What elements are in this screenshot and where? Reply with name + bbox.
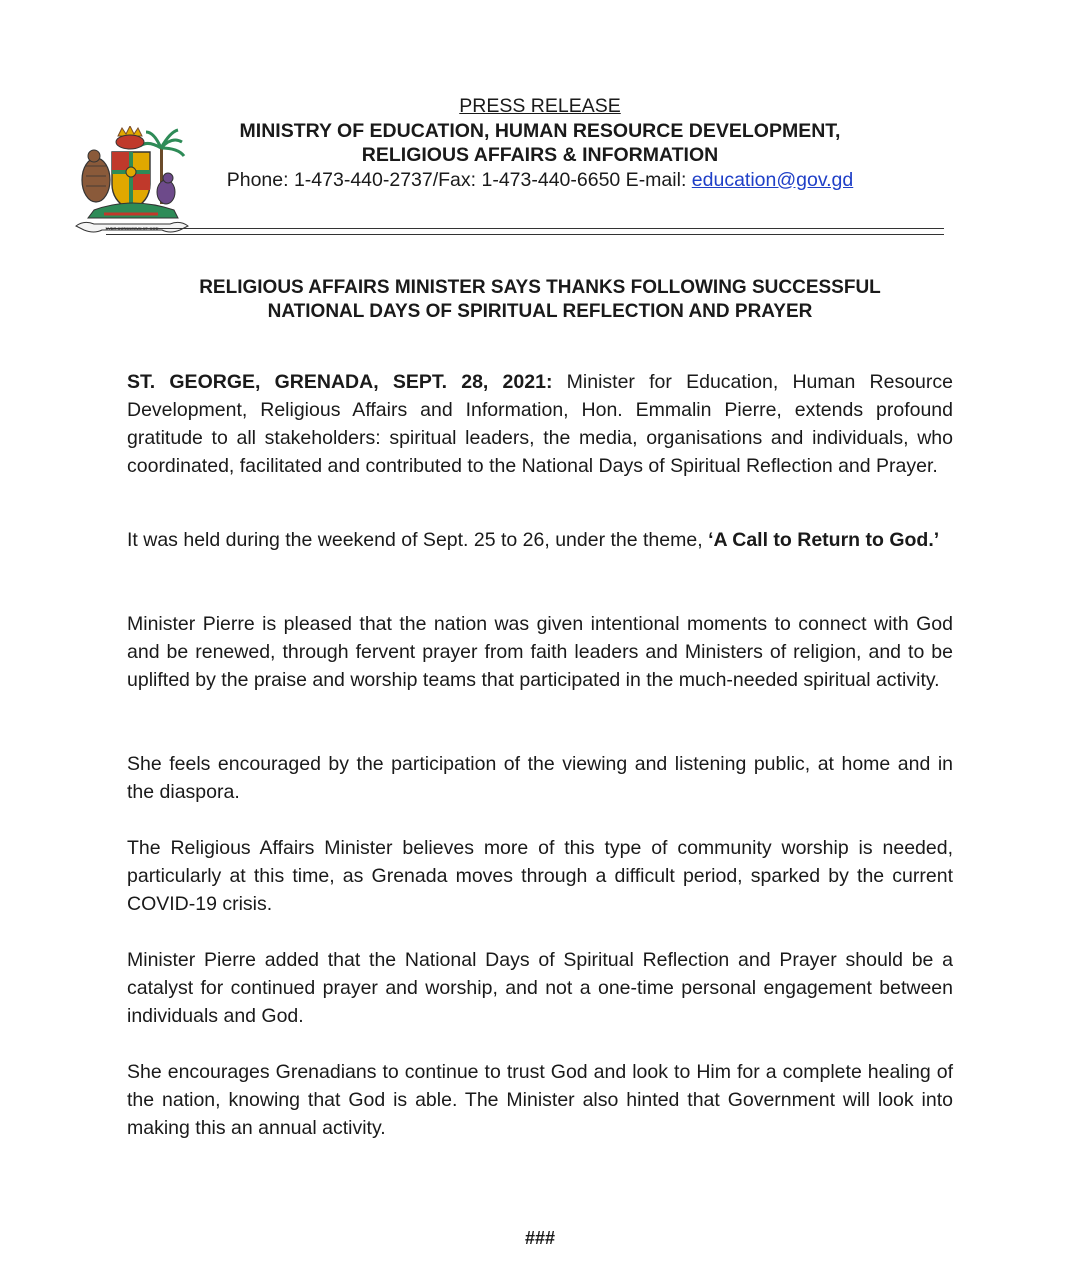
paragraph-7: She encourages Grenadians to continue to trust God and look to Him for a complete healing of the nation, knowing that God is able. The Minister also hinted that Government will look into making this an annual activity. [127, 1061, 953, 1139]
shield-icon [112, 152, 150, 210]
phone-fax-text: Phone: 1-473-440-2737/Fax: 1-473-440-6650 E-mail: [226, 168, 692, 191]
paragraph-1-text: Minister for Education, Human Resource Development, Religious Affairs and Information, Hon. Emmalin Pierre, extends profound gratitude to all stakeholders: spiritual leaders, the media, organisations and individuals, who coordinated, facilitated and contributed to the National Days of Spiritual Reflection and Prayer. [127, 371, 953, 477]
press-release-headline [127, 276, 953, 324]
headline-line-1: RELIGIOUS AFFAIRS MINISTER SAYS THANKS FOLLOWING SUCCESSFUL [199, 277, 881, 298]
headline-line-2: NATIONAL DAYS OF SPIRITUAL REFLECTION AND PRAYER [267, 301, 813, 322]
crown-icon [116, 126, 144, 149]
paragraph-5: The Religious Affairs Minister believes more of this type of community worship is needed, particularly at this time, as Grenada moves through a difficult period, sparked by the current COVID-19 crisis. [127, 837, 953, 915]
contact-line [190, 168, 890, 193]
ministry-name-line-2: RELIGIOUS AFFAIRS & INFORMATION [361, 144, 719, 166]
crest-motto-text: EVER CONSCIOUS OF GOD [105, 225, 159, 231]
paragraph-3: Minister Pierre is pleased that the nation was given intentional moments to connect with God and be renewed, through fervent prayer from faith leaders and Ministers of religion, and to be uplifted by the praise and worship teams that participated in the much-needed spiritual activity. [127, 613, 953, 691]
paragraph-2 [127, 526, 953, 554]
paragraph-6: Minister Pierre added that the National Days of Spiritual Reflection and Prayer should be a catalyst for continued prayer and worship, and not a one-time personal engagement between individuals and God. [127, 949, 953, 1027]
pigeon-icon [157, 173, 175, 204]
letterhead [190, 94, 890, 192]
end-of-release-mark: ### [524, 1228, 556, 1248]
press-release-label: PRESS RELEASE [459, 95, 621, 117]
paragraph-4: She feels encouraged by the participation of the viewing and listening public, at home and in the diaspora. [127, 753, 953, 803]
theme-text: ‘A Call to Return to God.’ [708, 529, 940, 551]
coat-of-arms-icon [74, 126, 190, 238]
ministry-name-line-1: MINISTRY OF EDUCATION, HUMAN RESOURCE DEVELOPMENT, [239, 119, 841, 142]
coat-of-arms-crest [74, 126, 190, 238]
paragraph-1 [127, 368, 953, 480]
paragraph-2-text: It was held during the weekend of Sept. 25 to 26, under the theme, [127, 529, 709, 551]
email-link[interactable]: education@gov.gd [691, 168, 854, 191]
dateline: ST. GEORGE, GRENADA, SEPT. 28, 2021: [127, 371, 553, 393]
header-divider-bottom [106, 234, 944, 235]
armadillo-icon [82, 150, 110, 202]
